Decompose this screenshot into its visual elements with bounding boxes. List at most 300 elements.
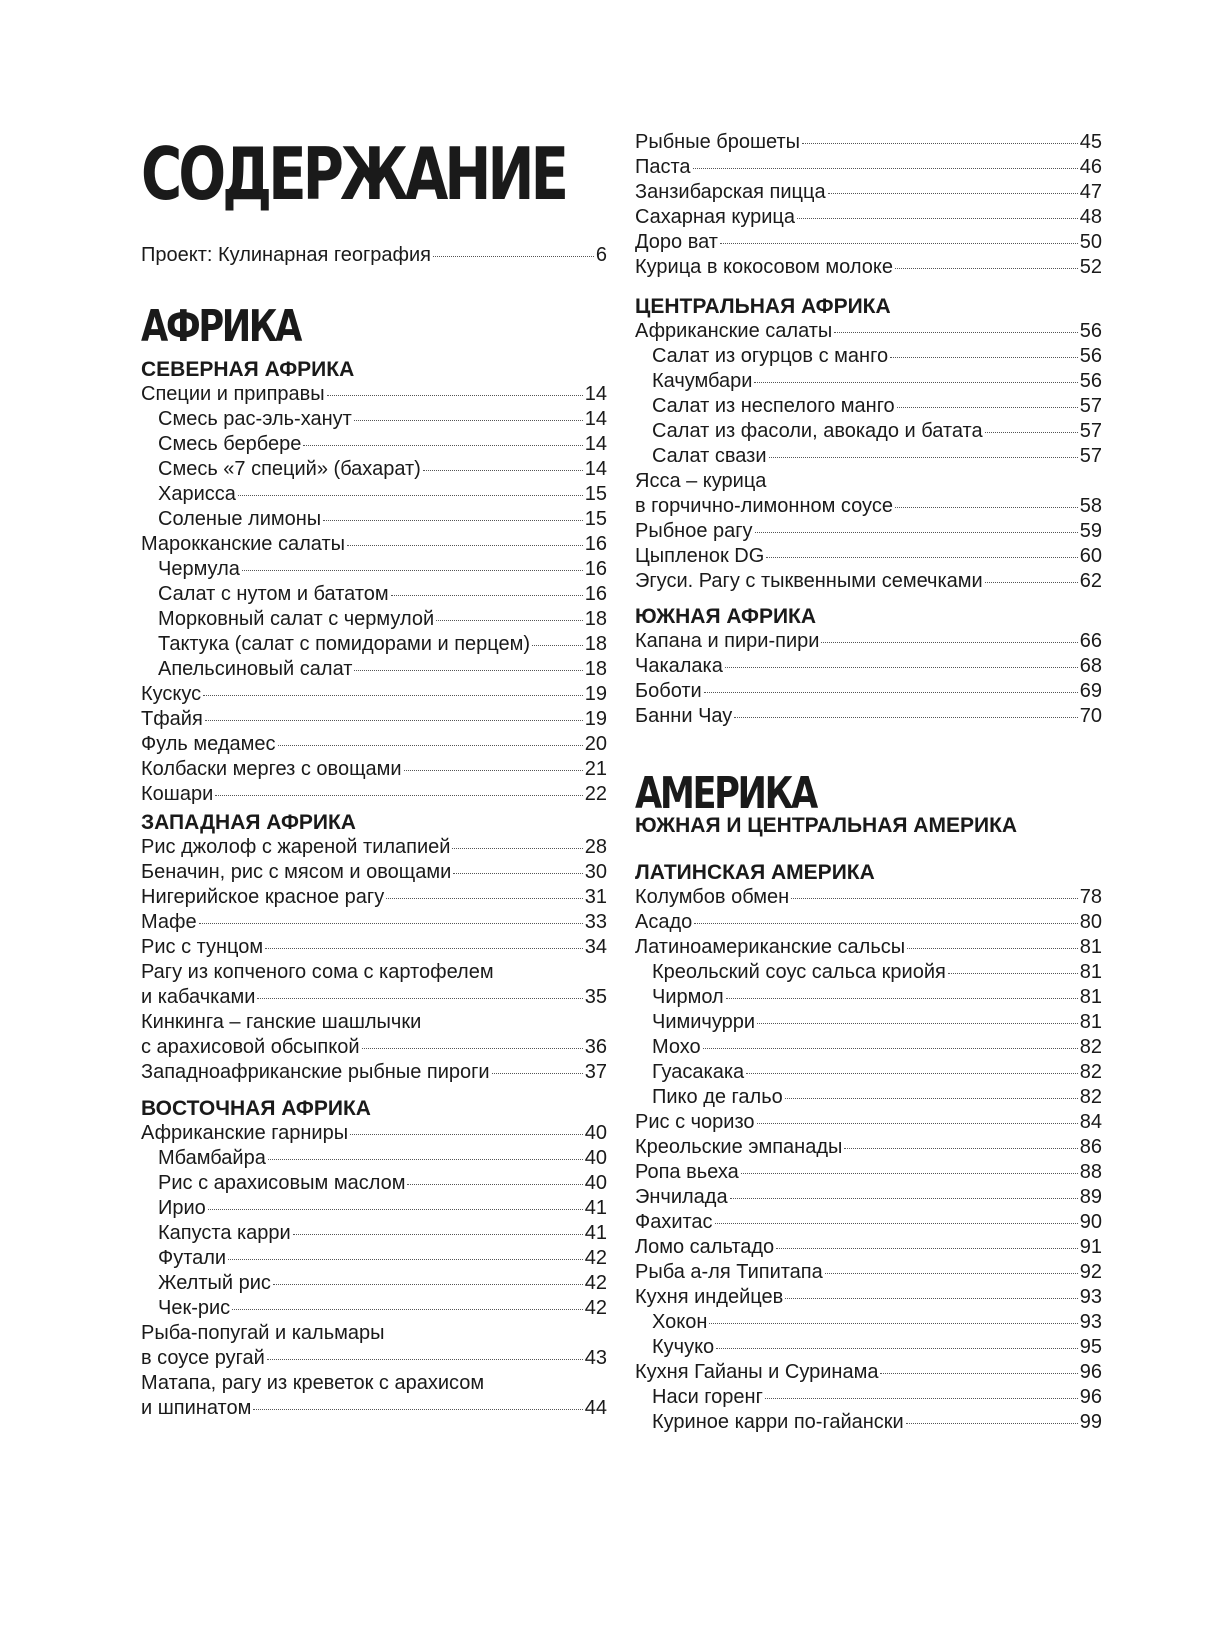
toc-entry-label: Морковный салат с чермулой [158, 608, 435, 630]
toc-entry-page: 31 [584, 886, 607, 908]
dot-leader [693, 168, 1078, 169]
toc-entry-page: 91 [1079, 1236, 1102, 1258]
toc-entry-page: 44 [584, 1397, 607, 1419]
toc-entry[interactable] [141, 885, 607, 910]
toc-entry-page: 56 [1079, 345, 1102, 367]
dot-leader [453, 873, 583, 874]
toc-entry-page: 93 [1079, 1311, 1102, 1333]
toc-entry-label: Рис с чоризо [635, 1111, 755, 1133]
toc-entry[interactable] [635, 935, 1102, 960]
toc-entry-label-line[interactable]: Рагу из копченого сома с картофелем [141, 961, 494, 983]
project-entry-block [141, 243, 607, 268]
toc-entry-label: Желтый рис [158, 1272, 271, 1294]
toc-subentry[interactable] [635, 960, 1102, 985]
toc-entry-label: Проект: Кулинарная география [141, 244, 431, 266]
toc-entry-page: 82 [1079, 1086, 1102, 1108]
toc-entry-label: Тактука (салат с помидорами и перцем) [158, 633, 531, 655]
dot-leader [242, 570, 583, 571]
toc-subentry[interactable] [141, 582, 607, 607]
toc-subentry[interactable] [635, 1035, 1102, 1060]
toc-subentry[interactable] [635, 1410, 1102, 1435]
toc-entry-page: 20 [584, 733, 607, 755]
toc-entry-label-line[interactable]: Матапа, рагу из креветок с арахисом [141, 1372, 485, 1394]
region-heading-east-africa: ВОСТОЧНАЯ АФРИКА [141, 1097, 371, 1120]
toc-subentry[interactable] [141, 482, 607, 507]
toc-entry[interactable] [141, 835, 607, 860]
dot-leader [907, 948, 1078, 949]
dot-leader [391, 595, 583, 596]
toc-list-north-africa [141, 382, 607, 807]
toc-entry-label: Смесь берберe [158, 433, 302, 455]
dot-leader [948, 973, 1078, 974]
toc-entry-page: 28 [584, 836, 607, 858]
toc-entry-label: Африканские салаты [635, 320, 833, 342]
toc-entry-label: Цыпленок DG [635, 545, 765, 567]
dot-leader [347, 545, 583, 546]
toc-entry[interactable] [635, 1160, 1102, 1185]
toc-entry-page: 78 [1079, 886, 1102, 908]
toc-entry-page: 66 [1079, 630, 1102, 652]
toc-entry[interactable] [141, 707, 607, 732]
dot-leader [890, 357, 1078, 358]
toc-subentry[interactable] [141, 1196, 607, 1221]
toc-entry[interactable] [141, 1396, 607, 1421]
toc-entry-page: 41 [584, 1222, 607, 1244]
toc-entry-page: 52 [1079, 256, 1102, 278]
toc-entry-label: Смесь «7 специй» (бахарат) [158, 458, 421, 480]
toc-subentry[interactable] [141, 432, 607, 457]
toc-entry[interactable] [635, 569, 1102, 594]
toc-subentry[interactable] [141, 507, 607, 532]
toc-entry-label: Банни Чау [635, 705, 733, 727]
toc-entry[interactable] [635, 629, 1102, 654]
toc-entry-page: 96 [1079, 1361, 1102, 1383]
toc-entry-label: Салат из неспелого манго [652, 395, 895, 417]
toc-subentry[interactable] [635, 1060, 1102, 1085]
dot-leader [253, 1409, 582, 1410]
section-east-africa-continued [635, 130, 1102, 280]
toc-entry[interactable] [635, 654, 1102, 679]
toc-subentry[interactable] [635, 985, 1102, 1010]
toc-entry-page: 42 [584, 1297, 607, 1319]
toc-entry-label: Специи и приправы [141, 383, 325, 405]
toc-entry-label: Латиноамериканские сальсы [635, 936, 906, 958]
toc-entry[interactable] [141, 782, 607, 807]
toc-entry-label: Западноафриканские рыбные пироги [141, 1061, 490, 1083]
toc-entry-page: 57 [1079, 395, 1102, 417]
toc-entry-page: 58 [1079, 495, 1102, 517]
toc-entry-project[interactable] [141, 243, 607, 268]
dot-leader [278, 745, 583, 746]
toc-entry[interactable] [635, 1110, 1102, 1135]
toc-entry-page: 96 [1079, 1386, 1102, 1408]
toc-entry-page: 50 [1079, 231, 1102, 253]
toc-entry-label: Рыба а-ля Типитапа [635, 1261, 823, 1283]
section-north-africa [141, 357, 607, 807]
dot-leader [725, 667, 1078, 668]
toc-subentry[interactable] [141, 1221, 607, 1246]
toc-entry-label: Чакалака [635, 655, 723, 677]
toc-entry-label: Креольские эмпанады [635, 1136, 843, 1158]
toc-entry-page: 35 [584, 986, 607, 1008]
section-america-subheading [635, 813, 1102, 838]
toc-entry[interactable] [635, 230, 1102, 255]
toc-entry-page: 14 [584, 408, 607, 430]
dot-leader [734, 717, 1077, 718]
toc-entry[interactable] [141, 757, 607, 782]
dot-leader [268, 1159, 583, 1160]
toc-subentry[interactable] [635, 394, 1102, 419]
toc-entry-page: 19 [584, 708, 607, 730]
toc-entry[interactable] [635, 1235, 1102, 1260]
toc-entry-page: 36 [584, 1036, 607, 1058]
toc-entry-label: Кошари [141, 783, 214, 805]
toc-entry-label: Энчилада [635, 1186, 728, 1208]
toc-entry-label: Капуста карри [158, 1222, 291, 1244]
dot-leader [228, 1259, 583, 1260]
toc-entry-page: 57 [1079, 445, 1102, 467]
toc-subentry[interactable] [141, 407, 607, 432]
toc-entry-label: Наси горенг [652, 1386, 763, 1408]
toc-entry-page: 57 [1079, 420, 1102, 442]
toc-entry-label: Рыбные брошеты [635, 131, 801, 153]
toc-subentry[interactable] [141, 457, 607, 482]
toc-entry[interactable] [141, 860, 607, 885]
dot-leader [715, 1223, 1078, 1224]
toc-entry[interactable] [141, 1035, 607, 1060]
toc-list-east-africa-continued [635, 130, 1102, 280]
toc-subentry[interactable] [141, 607, 607, 632]
toc-entry-page: 6 [595, 244, 607, 266]
toc-entry[interactable] [635, 1210, 1102, 1235]
toc-entry-label: Салат свази [652, 445, 767, 467]
toc-entry-label-line[interactable]: Рыба-попугай и кальмары [141, 1322, 385, 1344]
dot-leader [238, 495, 583, 496]
section-east-africa [141, 1096, 607, 1421]
toc-list-west-africa [141, 835, 607, 1085]
toc-entry-page: 82 [1079, 1036, 1102, 1058]
toc-entry-page: 59 [1079, 520, 1102, 542]
toc-entry-label: Доро ват [635, 231, 718, 253]
subheading-south-central-america: ЮЖНАЯ И ЦЕНТРАЛЬНАЯ АМЕРИКА [635, 814, 1018, 837]
toc-list-central-africa [635, 319, 1102, 594]
dot-leader [757, 1123, 1078, 1124]
dot-leader [785, 1098, 1078, 1099]
toc-entry-label: и шпинатом [141, 1397, 252, 1419]
dot-leader [452, 848, 582, 849]
section-latin-america [635, 860, 1102, 1435]
section-south-africa [635, 604, 1102, 729]
toc-entry-label: Мафе [141, 911, 197, 933]
toc-entry-label: Нигерийское красное рагу [141, 886, 385, 908]
toc-entry-page: 19 [584, 683, 607, 705]
toc-entry[interactable] [141, 1060, 607, 1085]
toc-entry-page: 48 [1079, 206, 1102, 228]
region-heading-latin-america: ЛАТИНСКАЯ АМЕРИКА [635, 861, 875, 884]
dot-leader [766, 557, 1077, 558]
toc-entry-label: Сахарная курица [635, 206, 795, 228]
toc-entry-page: 18 [584, 633, 607, 655]
toc-entry-label: Колбаски мергез с овощами [141, 758, 402, 780]
toc-subentry[interactable] [141, 1271, 607, 1296]
dot-leader [755, 532, 1078, 533]
toc-entry[interactable] [141, 1346, 607, 1371]
toc-entry[interactable] [635, 704, 1102, 729]
dot-leader [433, 256, 594, 257]
toc-entry-page: 45 [1079, 131, 1102, 153]
toc-entry[interactable] [141, 532, 607, 557]
dot-leader [716, 1348, 1078, 1349]
toc-subentry[interactable] [635, 1385, 1102, 1410]
dot-leader [532, 645, 583, 646]
toc-subentry[interactable] [635, 1310, 1102, 1335]
section-america-heading-block [635, 770, 1102, 818]
toc-entry-label: в горчично-лимонном соусе [635, 495, 893, 517]
dot-leader [985, 582, 1078, 583]
toc-entry-page: 16 [584, 533, 607, 555]
dot-leader [203, 695, 583, 696]
toc-entry-label: Занзибарская пицца [635, 181, 826, 203]
toc-subentry[interactable] [635, 1335, 1102, 1360]
toc-entry-label: Чимичурри [652, 1011, 756, 1033]
toc-entry-label: Кучуко [652, 1336, 715, 1358]
toc-entry-page: 81 [1079, 936, 1102, 958]
toc-entry[interactable] [635, 885, 1102, 910]
toc-entry-label: Чек-рис [158, 1297, 231, 1319]
dot-leader [293, 1234, 583, 1235]
dot-leader [897, 407, 1078, 408]
toc-entry-page: 42 [584, 1247, 607, 1269]
toc-entry-page: 16 [584, 583, 607, 605]
toc-entry[interactable] [141, 910, 607, 935]
dot-leader [828, 193, 1078, 194]
dot-leader [265, 948, 583, 949]
toc-entry-label: Мбамбайра [158, 1147, 266, 1169]
toc-entry[interactable] [635, 1285, 1102, 1310]
toc-entry[interactable] [635, 1360, 1102, 1385]
toc-entry-page: 68 [1079, 655, 1102, 677]
toc-subentry[interactable] [141, 1246, 607, 1271]
dot-leader [407, 1184, 582, 1185]
toc-entry-page: 14 [584, 383, 607, 405]
dot-leader [232, 1309, 583, 1310]
section-africa-heading-block [141, 303, 607, 351]
toc-entry-label: Пико де гальо [652, 1086, 783, 1108]
toc-entry-page: 81 [1079, 1011, 1102, 1033]
dot-leader [802, 143, 1078, 144]
toc-entry-label: Ирио [158, 1197, 206, 1219]
dot-leader [880, 1373, 1077, 1374]
dot-leader [720, 243, 1078, 244]
toc-entry[interactable] [635, 519, 1102, 544]
toc-subentry[interactable] [141, 1171, 607, 1196]
region-heading-north-africa: СЕВЕРНАЯ АФРИКА [141, 358, 355, 381]
toc-entry-label: Футали [158, 1247, 227, 1269]
toc-entry-page: 86 [1079, 1136, 1102, 1158]
toc-entry-label: Смесь рас-эль-ханут [158, 408, 352, 430]
dot-leader [741, 1173, 1078, 1174]
toc-entry[interactable] [635, 1260, 1102, 1285]
dot-leader [267, 1359, 583, 1360]
dot-leader [694, 923, 1077, 924]
dot-leader [492, 1073, 583, 1074]
toc-entry-page: 92 [1079, 1261, 1102, 1283]
dot-leader [703, 1048, 1078, 1049]
toc-entry-label: Рыбное рагу [635, 520, 753, 542]
toc-subentry[interactable] [635, 419, 1102, 444]
dot-leader [205, 720, 583, 721]
toc-entry[interactable] [141, 985, 607, 1010]
toc-entry-label: Марокканские салаты [141, 533, 345, 555]
toc-entry-page: 18 [584, 608, 607, 630]
dot-leader [257, 998, 582, 999]
toc-entry-page: 42 [584, 1272, 607, 1294]
toc-list-south-africa [635, 629, 1102, 729]
toc-entry-label: Качумбари [652, 370, 753, 392]
dot-leader [746, 1073, 1078, 1074]
toc-entry-label: Чирмол [652, 986, 724, 1008]
toc-entry-label: Африканские гарниры [141, 1122, 349, 1144]
toc-entry-page: 93 [1079, 1286, 1102, 1308]
dot-leader [404, 770, 583, 771]
toc-entry[interactable] [635, 679, 1102, 704]
toc-entry-label: Эгуси. Рагу с тыквенными семечками [635, 570, 983, 592]
dot-leader [709, 1323, 1077, 1324]
dot-leader [386, 898, 583, 899]
toc-entry-page: 30 [584, 861, 607, 883]
toc-entry[interactable] [635, 1135, 1102, 1160]
toc-entry[interactable] [141, 382, 607, 407]
toc-entry-label-line[interactable]: Кинкинга – ганские шашлычки [141, 1011, 422, 1033]
toc-entry-page: 40 [584, 1172, 607, 1194]
toc-entry-label: Гуасакака [652, 1061, 745, 1083]
dot-leader [797, 218, 1078, 219]
toc-entry-label: Рис с тунцом [141, 936, 264, 958]
toc-entry-page: 34 [584, 936, 607, 958]
toc-entry[interactable] [141, 732, 607, 757]
toc-entry-label: Креольский соус сальса криойя [652, 961, 946, 983]
toc-subentry[interactable] [635, 1010, 1102, 1035]
toc-subentry[interactable] [141, 1296, 607, 1321]
toc-entry[interactable] [635, 255, 1102, 280]
toc-subentry[interactable] [635, 369, 1102, 394]
dot-leader [791, 898, 1078, 899]
toc-entry[interactable] [635, 910, 1102, 935]
dot-leader [825, 1273, 1078, 1274]
toc-entry-page: 99 [1079, 1411, 1102, 1433]
toc-entry-page: 69 [1079, 680, 1102, 702]
toc-subentry[interactable] [635, 344, 1102, 369]
toc-entry-label: Асадо [635, 911, 693, 933]
toc-entry-label: Ропа вьеха [635, 1161, 739, 1183]
dot-leader [423, 470, 583, 471]
toc-entry[interactable] [635, 1185, 1102, 1210]
dot-leader [776, 1248, 1078, 1249]
toc-list-east-africa [141, 1121, 607, 1421]
page-title: СОДЕРЖАНИЕ [141, 132, 566, 216]
toc-entry-label: Салат из огурцов с манго [652, 345, 889, 367]
dot-leader [350, 1134, 583, 1135]
toc-entry[interactable] [635, 319, 1102, 344]
toc-entry-label: Соленые лимоны [158, 508, 322, 530]
toc-entry[interactable] [635, 180, 1102, 205]
toc-subentry[interactable] [635, 444, 1102, 469]
dot-leader [215, 795, 583, 796]
toc-entry-label-line[interactable]: Ясса – курица [635, 470, 767, 492]
toc-entry-page: 46 [1079, 156, 1102, 178]
toc-entry[interactable] [141, 935, 607, 960]
toc-subentry[interactable] [141, 1146, 607, 1171]
toc-entry-label: Капана и пири-пири [635, 630, 820, 652]
toc-entry-page: 81 [1079, 986, 1102, 1008]
region-heading-central-africa: ЦЕНТРАЛЬНАЯ АФРИКА [635, 295, 891, 318]
dot-leader [895, 507, 1078, 508]
region-heading-west-africa: ЗАПАДНАЯ АФРИКА [141, 811, 356, 834]
toc-entry-page: 80 [1079, 911, 1102, 933]
toc-subentry[interactable] [635, 1085, 1102, 1110]
toc-entry-page: 89 [1079, 1186, 1102, 1208]
toc-entry-label: Салат из фасоли, авокадо и батата [652, 420, 983, 442]
toc-entry-label: с арахисовой обсыпкой [141, 1036, 360, 1058]
toc-entry-page: 56 [1079, 370, 1102, 392]
toc-list-latin-america [635, 885, 1102, 1435]
dot-leader [757, 1023, 1078, 1024]
toc-entry-label: Тфайя [141, 708, 203, 730]
toc-entry[interactable] [141, 682, 607, 707]
dot-leader [985, 432, 1078, 433]
toc-entry[interactable] [635, 130, 1102, 155]
toc-entry-page: 60 [1079, 545, 1102, 567]
dot-leader [354, 420, 583, 421]
toc-entry-page: 16 [584, 558, 607, 580]
region-heading-south-africa: ЮЖНАЯ АФРИКА [635, 605, 817, 628]
section-central-africa [635, 294, 1102, 594]
toc-entry-page: 18 [584, 658, 607, 680]
toc-entry[interactable] [635, 494, 1102, 519]
toc-entry-label: Паста [635, 156, 691, 178]
dot-leader [895, 268, 1078, 269]
dot-leader [323, 520, 583, 521]
toc-entry-page: 14 [584, 433, 607, 455]
toc-entry[interactable] [141, 1121, 607, 1146]
toc-subentry[interactable] [141, 557, 607, 582]
toc-subentry[interactable] [141, 632, 607, 657]
toc-entry-label: в соусе ругай [141, 1347, 265, 1369]
dot-leader [436, 620, 583, 621]
dot-leader [844, 1148, 1077, 1149]
toc-entry-label: Боботи [635, 680, 702, 702]
toc-entry-label: Чермула [158, 558, 240, 580]
toc-subentry[interactable] [141, 657, 607, 682]
dot-leader [726, 998, 1078, 999]
toc-entry[interactable] [635, 155, 1102, 180]
toc-entry-page: 40 [584, 1147, 607, 1169]
toc-entry-label: Кускус [141, 683, 202, 705]
toc-entry[interactable] [635, 544, 1102, 569]
toc-entry-page: 62 [1079, 570, 1102, 592]
dot-leader [765, 1398, 1078, 1399]
toc-entry-page: 88 [1079, 1161, 1102, 1183]
toc-entry-page: 14 [584, 458, 607, 480]
toc-entry[interactable] [635, 205, 1102, 230]
continent-heading-america: АМЕРИКА [635, 768, 816, 819]
toc-entry-page: 41 [584, 1197, 607, 1219]
dot-leader [730, 1198, 1078, 1199]
dot-leader [303, 445, 582, 446]
toc-entry-page: 84 [1079, 1111, 1102, 1133]
toc-entry-page: 21 [584, 758, 607, 780]
section-west-africa [141, 810, 607, 1085]
